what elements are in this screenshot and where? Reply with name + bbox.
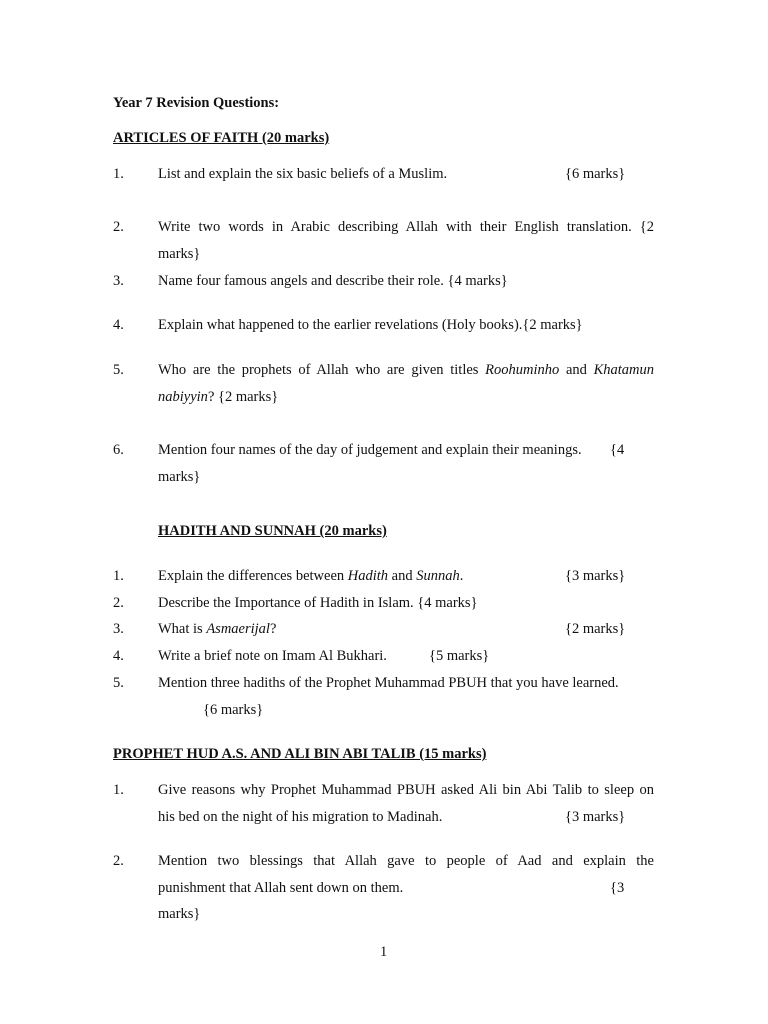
question-number: 2. [113, 219, 124, 235]
question-number: 1. [113, 166, 124, 182]
question-number: 5. [113, 362, 124, 378]
question-number: 6. [113, 442, 124, 458]
question-text: Explain the differences between Hadith and Sunnah. [158, 568, 464, 584]
question-marks: {3 [610, 880, 625, 896]
question-number: 1. [113, 782, 124, 798]
question-text: Write two words in Arabic describing Allah with their English translation. {2 [158, 219, 654, 235]
question-text: Write a brief note on Imam Al Bukhari. [158, 648, 387, 664]
section-heading-prophet-hud-and-ali: PROPHET HUD A.S. AND ALI BIN ABI TALIB (15 marks) [113, 746, 487, 762]
page-title: Year 7 Revision Questions: [113, 95, 280, 111]
question-text: Mention three hadiths of the Prophet Muhammad PBUH that you have learned. [158, 675, 619, 691]
question-text-continued: punishment that Allah sent down on them. [158, 880, 404, 896]
question-number: 4. [113, 648, 124, 664]
question-marks: {6 marks} [203, 702, 264, 718]
section-heading-hadith-and-sunnah: HADITH AND SUNNAH (20 marks) [158, 523, 387, 539]
question-marks: {3 marks} [565, 568, 626, 584]
question-number: 2. [113, 853, 124, 869]
question-number: 5. [113, 675, 124, 691]
question-marks: {2 marks} [565, 621, 626, 637]
question-text-continued: marks} [158, 246, 201, 262]
question-number: 3. [113, 273, 124, 289]
question-text: Mention four names of the day of judgement and explain their meanings. [158, 442, 582, 458]
question-number: 2. [113, 595, 124, 611]
question-text: Mention two blessings that Allah gave to people of Aad and explain the [158, 853, 654, 869]
section-heading-articles-of-faith: ARTICLES OF FAITH (20 marks) [113, 130, 330, 146]
question-number: 1. [113, 568, 124, 584]
question-text: Describe the Importance of Hadith in Islam. {4 marks} [158, 595, 478, 611]
question-marks: {4 [610, 442, 625, 458]
question-marks: {6 marks} [565, 166, 626, 182]
question-text: List and explain the six basic beliefs of a Muslim. [158, 166, 448, 182]
question-text-continued: marks} [158, 469, 201, 485]
question-text-continued: marks} [158, 906, 201, 922]
question-text: Who are the prophets of Allah who are given titles Roohuminho and Khatamun [158, 362, 655, 378]
question-text: Name four famous angels and describe their role. {4 marks} [158, 273, 508, 289]
question-number: 4. [113, 317, 124, 333]
question-text: What is Asmaerijal? [158, 621, 277, 637]
page-number: 1 [380, 944, 388, 960]
question-text: Give reasons why Prophet Muhammad PBUH asked Ali bin Abi Talib to sleep on [158, 782, 654, 798]
question-text: Explain what happened to the earlier revelations (Holy books).{2 marks} [158, 317, 583, 333]
question-text-continued: nabiyyin? {2 marks} [158, 389, 279, 405]
question-text-continued: his bed on the night of his migration to Madinah. [158, 809, 443, 825]
question-marks: {3 marks} [565, 809, 626, 825]
question-number: 3. [113, 621, 124, 637]
question-marks: {5 marks} [429, 648, 490, 664]
